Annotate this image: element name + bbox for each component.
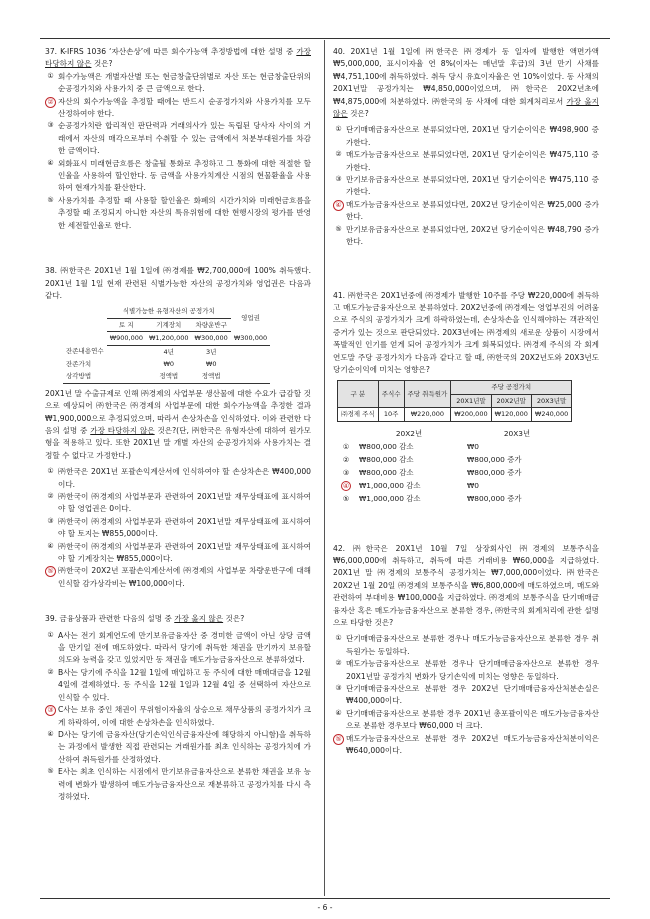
option-number: ④	[333, 200, 344, 211]
option-text: 단기매매금융자산으로 분류한 경우 20X2년 단기매매금융자산처분손실은 ₩400,000이다.	[346, 684, 599, 706]
answer-option[interactable]	[45, 667, 311, 704]
question-42	[333, 543, 599, 758]
option-text: 만기보유금융자산으로 분류되었다면, 20X2년 당기순이익은 ₩48,790 증가한다.	[346, 224, 599, 247]
option-text: E사는 최초 인식하는 시점에서 만기보유금융자산으로 분류한 채권을 보유 능력에 변화가 발생하여 매도가능금융자산으로 재분류하고 공정가치를 다시 측정하였다.	[58, 767, 311, 801]
question-38-asset-table	[63, 305, 270, 383]
option-number: ③	[335, 684, 342, 693]
question-40-options	[333, 124, 599, 248]
question-40	[333, 46, 599, 249]
answer-option[interactable]	[45, 71, 311, 96]
question-40-stem: 40. 20X1년 1월 1일에 ㈜한국은 ㈜경제가 동 일자에 발행한 액면가액 ₩5,000,000, 표시이자율 연 8%(이자는 매년말 후급)의 3년 만기 사채를 ₩4,751,100에 취득하였다. 취득 당시 유효이자율은 연 10%이었다. 동 사채의 20X1년말 공정가치는 ₩4,850,000이었으며, ㈜한국은 20X2년초에 ₩4,875,000에 처분하였다. ㈜한국의 동 사채에 대한 회계처리로서 가장 옳지 않은 것은?	[333, 47, 600, 119]
question-39-options	[45, 630, 311, 804]
option-text: D사는 당기에 금융자산(당기손익인식금융자산에 해당하지 아니함)을 취득하는 과정에서 발생한 직접 관련되는 거래원가를 최초 인식하는 공정가치에 가산하여 취득원가를 산정하였다.	[58, 729, 311, 764]
answer-option[interactable]	[45, 516, 311, 541]
table-row: ㈜경제 주식 10주 ₩220,000 ₩200,000 ₩120,000 ₩240,000	[338, 408, 572, 421]
answer-option[interactable]	[45, 120, 311, 157]
option-number: ④	[335, 708, 342, 717]
option-number: ①	[335, 125, 342, 134]
table-row: 상각방법 정액법 정액법	[63, 370, 270, 383]
option-number: ③	[335, 175, 342, 184]
answer-option[interactable]	[333, 199, 599, 224]
option-text: ㈜한국은 20X1년 포괄손익계산서에 인식하여야 할 손상차손은 ₩400,000이다.	[58, 467, 311, 489]
answer-option[interactable]	[333, 174, 599, 199]
page-number: - 6 -	[317, 903, 333, 912]
answer-option[interactable]	[45, 541, 311, 566]
option-text: 회수가능액은 개별자산별 또는 현금창출단위별로 자산 또는 현금창출단위의 순공정가치와 사용가치 중 큰 금액으로 한다.	[58, 71, 311, 94]
answer-option[interactable]	[45, 766, 311, 803]
value-machinery: ₩1,200,000	[146, 332, 192, 345]
question-39	[45, 613, 311, 803]
question-37-options	[45, 71, 311, 232]
option-number: ①	[47, 630, 54, 639]
option-number: ②	[45, 97, 56, 108]
option-number: ①	[335, 634, 342, 643]
option-number: ⑤	[342, 494, 350, 503]
option-text: 순공정가치란 합리적인 판단력과 거래의사가 있는 독립된 당사자 사이의 거래에서 자산의 매각으로부터 수취할 수 있는 금액에서 처분부대원가를 차감한 금액이다.	[58, 121, 311, 156]
option-number: ⑤	[335, 224, 342, 233]
option-text: B사는 당기에 주식을 12월 1일에 매입하고 동 주식에 대한 매매대금을 12월 4일에 결제하였다. 동 주식을 12월 1일과 12월 4일 중 선택하여 자산으로 인식할 수 있다.	[58, 667, 311, 702]
answer-option[interactable]	[333, 683, 599, 708]
option-text: ㈜한국이 ㈜경제의 사업부문과 관련하여 20X1년말 재무상태표에 표시하여야 할 기계장치는 ₩855,000이다.	[58, 541, 311, 564]
value-goodwill: ₩300,000	[231, 332, 270, 345]
answer-option[interactable]	[45, 195, 311, 232]
option-number: ④	[47, 158, 54, 167]
option-text: 매도가능금융자산으로 분류되었다면, 20X1년 당기순이익은 ₩475,110 증가한다.	[346, 150, 599, 172]
option-text: 사용가치를 추정할 때 사용할 할인율은 화폐의 시간가치와 미래현금흐름을 추정할 때 조정되지 아니한 자산의 특유위험에 대한 현행시장의 평가를 반영한 세전할인율로 한다.	[58, 195, 311, 230]
option-text: 만기보유금융자산으로 분류되었다면, 20X1년 당기순이익은 ₩475,110 증가한다.	[346, 175, 599, 197]
answer-option[interactable]	[45, 630, 311, 667]
table-row: 잔존내용연수 4년 3년	[66, 347, 217, 356]
option-number: ①	[47, 467, 54, 476]
answer-option[interactable]	[333, 633, 599, 658]
question-41-fair-value-table: 구 분 주식수 주당 취득원가 주당 공정가치 20X1년말 20X2년말 20X3년말 ㈜경제 주식 10주 ₩220,000 ₩200,000 ₩120,000 ₩240,000	[337, 380, 572, 421]
col-vehicle: 차량운반구	[192, 318, 231, 331]
option-text: 단기매매금융자산으로 분류되었다면, 20X1년 당기순이익은 ₩498,900 증가한다.	[346, 125, 599, 147]
option-text: 자산의 회수가능액을 추정할 때에는 반드시 순공정가치와 사용가치를 모두 산정하여야 한다.	[58, 96, 311, 119]
option-text: 외화표시 미래현금흐름은 창출될 통화로 추정하고 그 통화에 대한 적절한 할인율을 사용하여 할인한다. 동 금액을 사용가치계산 시점의 현물환율을 사용하여 현재가치를 환산한다.	[58, 158, 311, 193]
answer-option[interactable]	[333, 658, 599, 683]
answer-option[interactable]	[333, 733, 599, 758]
option-number: ②	[342, 455, 350, 464]
answer-option[interactable]: ① ₩800,000 감소 ₩0	[342, 441, 480, 451]
answer-option[interactable]	[45, 466, 311, 491]
option-number: ④	[342, 481, 350, 490]
question-38-stem: 38. ㈜한국은 20X1년 1월 1일에 ㈜경제를 ₩2,700,000에 100% 취득했다. 20X1년 1월 1일 현재 관련된 식별가능한 자산의 공정가치와 영업권은 다음과 같다.	[45, 266, 311, 300]
option-text: ㈜한국이 ㈜경제의 사업부문과 관련하여 20X1년말 재무상태표에 표시하여야 할 영업권은 0이다.	[58, 492, 311, 514]
option-text: 매도가능금융자산으로 분류한 경우 20X2년 매도가능금융자산처분이익은 ₩640,000이다.	[346, 733, 599, 756]
answer-option[interactable]	[45, 704, 311, 729]
answer-option[interactable]: ② ₩800,000 감소 ₩800,000 증가	[342, 454, 522, 464]
value-land: ₩900,000	[107, 332, 146, 345]
option-text: ㈜한국이 20X2년 포괄손익계산서에 ㈜경제의 사업부문 차량운반구에 대해 인식할 감가상각비는 ₩100,000이다.	[58, 566, 311, 588]
question-38	[45, 265, 311, 590]
answer-option[interactable]	[333, 124, 599, 149]
question-41	[333, 290, 599, 506]
option-text: 매도가능금융자산으로 분류되었다면, 20X2년 당기순이익은 ₩25,000 증가한다.	[346, 199, 599, 222]
answer-option[interactable]	[45, 565, 311, 590]
option-text: ㈜한국이 ㈜경제의 사업부문과 관련하여 20X1년말 재무상태표에 표시하여야 할 토지는 ₩855,000이다.	[58, 516, 311, 539]
option-number: ⑤	[333, 734, 344, 745]
option-text: A사는 전기 회계연도에 만기보유금융자산 중 경미한 금액이 아닌 상당 금액을 만기일 전에 매도하였다. 따라서 당기에 취득한 채권을 만기까지 보유할 의도와 능력을 갖고 있었지만 동 채권을 매도가능금융자산으로 분류하였다.	[58, 630, 311, 665]
answer-option[interactable]: ④ ₩1,000,000 감소 ₩0	[342, 480, 480, 490]
option-number: ③	[342, 468, 350, 477]
option-text: 매도가능금융자산으로 분류한 경우나 단기매매금융자산으로 분류한 경우 20X1년말 공정가치 변화가 당기손익에 미치는 영향은 동일하다.	[346, 659, 599, 681]
question-42-stem: 42. ㈜한국은 20X1년 10월 7일 상장회사인 ㈜경제의 보통주식을 ₩6,000,000에 취득하고, 취득에 따른 거래비용 ₩60,000을 지급하였다. 20X1년 말 ㈜경제의 보통주식 공정가치는 ₩7,000,000이었다. ㈜한국은 20X2년 1월 20일 ㈜경제의 보통주식을 ₩6,800,000에 매도하였으며, 매도와 관련하여 부대비용 ₩100,000을 지급하였다. ㈜경제의 보통주식을 단기매매금융자산 혹은 매도가능금융자산으로 분류한 경우, ㈜한국의 회계처리에 관한 설명으로 타당한 것은?	[333, 543, 599, 627]
question-41-answers: 20X2년 20X3년 ① ₩800,000 감소 ₩0 ② ₩800,000 감소 ₩800,000 증가 ③ ₩800,000 감소 ₩800,000 증가 ④ ₩1,000,000 감소 ₩0 ⑤ ₩1,000,000 감소 ₩800,000 증가	[337, 428, 571, 506]
col-land: 토 지	[107, 318, 146, 331]
right-column	[333, 46, 599, 764]
option-number: ①	[342, 442, 350, 451]
table-row: 잔존가치 ₩0 ₩0	[66, 359, 217, 368]
answer-option[interactable]: ③ ₩800,000 감소 ₩800,000 증가	[342, 467, 522, 477]
question-38-options	[45, 466, 311, 590]
question-38-body: 20X1년 말 수출규제로 인해 ㈜경제의 사업부문 생산물에 대한 수요가 급감할 것으로 예상되어 ㈜한국은 ㈜경제의 사업부문에 대한 회수가능액을 추정한 결과 ₩1,900,000으로 추정되었으며, 따라서 손상차손을 인식하였다. 이와 관련한 다음의 설명 중 가장 타당하지 않은 것은?(단, ㈜한국은 유형자산에 대하여 원가모형을 적용하고 있다. 또한 20X1년 말 개별 자산의 순공정가치와 사용가치는 결정할 수 없다고 가정한다.)	[45, 388, 312, 460]
left-column	[45, 46, 311, 810]
answer-option[interactable]	[333, 224, 599, 249]
answer-option[interactable]: ⑤ ₩1,000,000 감소 ₩800,000 증가	[342, 493, 522, 503]
value-vehicle: ₩300,000	[192, 332, 231, 345]
option-number: ③	[47, 516, 54, 525]
bottom-rule	[40, 898, 610, 899]
question-42-options	[333, 633, 599, 757]
goodwill-header: 영업권	[241, 314, 260, 323]
option-number: ③	[45, 705, 56, 716]
asset-group-header: 식별가능한 유형자산의 공정가치	[107, 305, 231, 318]
option-number: ⑤	[45, 566, 56, 577]
question-37-stem: 37. K-IFRS 1036 ‘자산손상’에 따른 회수가능액 추정방법에 대한 설명 중 가장 타당하지 않은 것은?	[45, 47, 311, 69]
answer-option[interactable]	[45, 158, 311, 195]
top-rule	[40, 38, 610, 39]
option-number: ②	[47, 667, 54, 676]
option-number: ③	[47, 121, 54, 130]
option-number: ⑤	[47, 195, 54, 204]
option-number: ②	[335, 150, 342, 159]
question-39-stem: 39. 금융상품과 관련한 다음의 설명 중 가장 옳지 않은 것은?	[45, 614, 245, 624]
option-text: 단기매매금융자산으로 분류한 경우 20X1년 총포괄이익은 매도가능금융자산으로 분류한 경우보다 ₩60,000 더 크다.	[346, 708, 599, 731]
col-machinery: 기계장치	[146, 318, 192, 331]
column-divider	[324, 40, 325, 896]
option-number: ④	[47, 729, 54, 738]
answer-option[interactable]	[333, 708, 599, 733]
option-number: ②	[47, 492, 54, 500]
option-text: C사는 보유 중인 채권이 무위험이자율의 상승으로 채무상품의 공정가치가 크게 하락하여, 이에 대한 손상차손을 인식하였다.	[58, 705, 311, 727]
option-number: ②	[335, 659, 342, 668]
answer-option[interactable]	[333, 149, 599, 174]
option-number: ④	[47, 541, 54, 550]
option-text: 단기매매금융자산으로 분류한 경우나 매도가능금융자산으로 분류한 경우 취득원가는 동일하다.	[346, 634, 599, 656]
option-number: ⑤	[47, 767, 54, 776]
question-41-stem: 41. ㈜한국은 20X1년중에 ㈜경제가 발행한 10주를 주당 ₩220,000에 취득하고 매도가능금융자산으로 분류하였다. 20X2년중에 ㈜경제는 영업부진의 어려움으로 주식의 공정가치가 크게 하락하였는데, 손상차손을 인식해야하는 객관적인 증거가 있는 것으로 판단되었다. 20X3년에는 ㈜경제의 새로운 상품이 시장에서 폭발적인 인기를 얻게 되어 공정가치가 크게 회복되었다. ㈜경제 주식의 각 회계연도말 주당 공정가치가 다음과 같다고 할 때, ㈜한국의 20X2년도와 20X3년도 당기순이익에 미치는 영향은?	[333, 290, 599, 374]
question-37	[45, 46, 311, 232]
option-number: ①	[47, 71, 54, 80]
answer-option[interactable]	[45, 491, 311, 516]
answer-option[interactable]	[45, 729, 311, 766]
answer-option[interactable]	[45, 96, 311, 121]
